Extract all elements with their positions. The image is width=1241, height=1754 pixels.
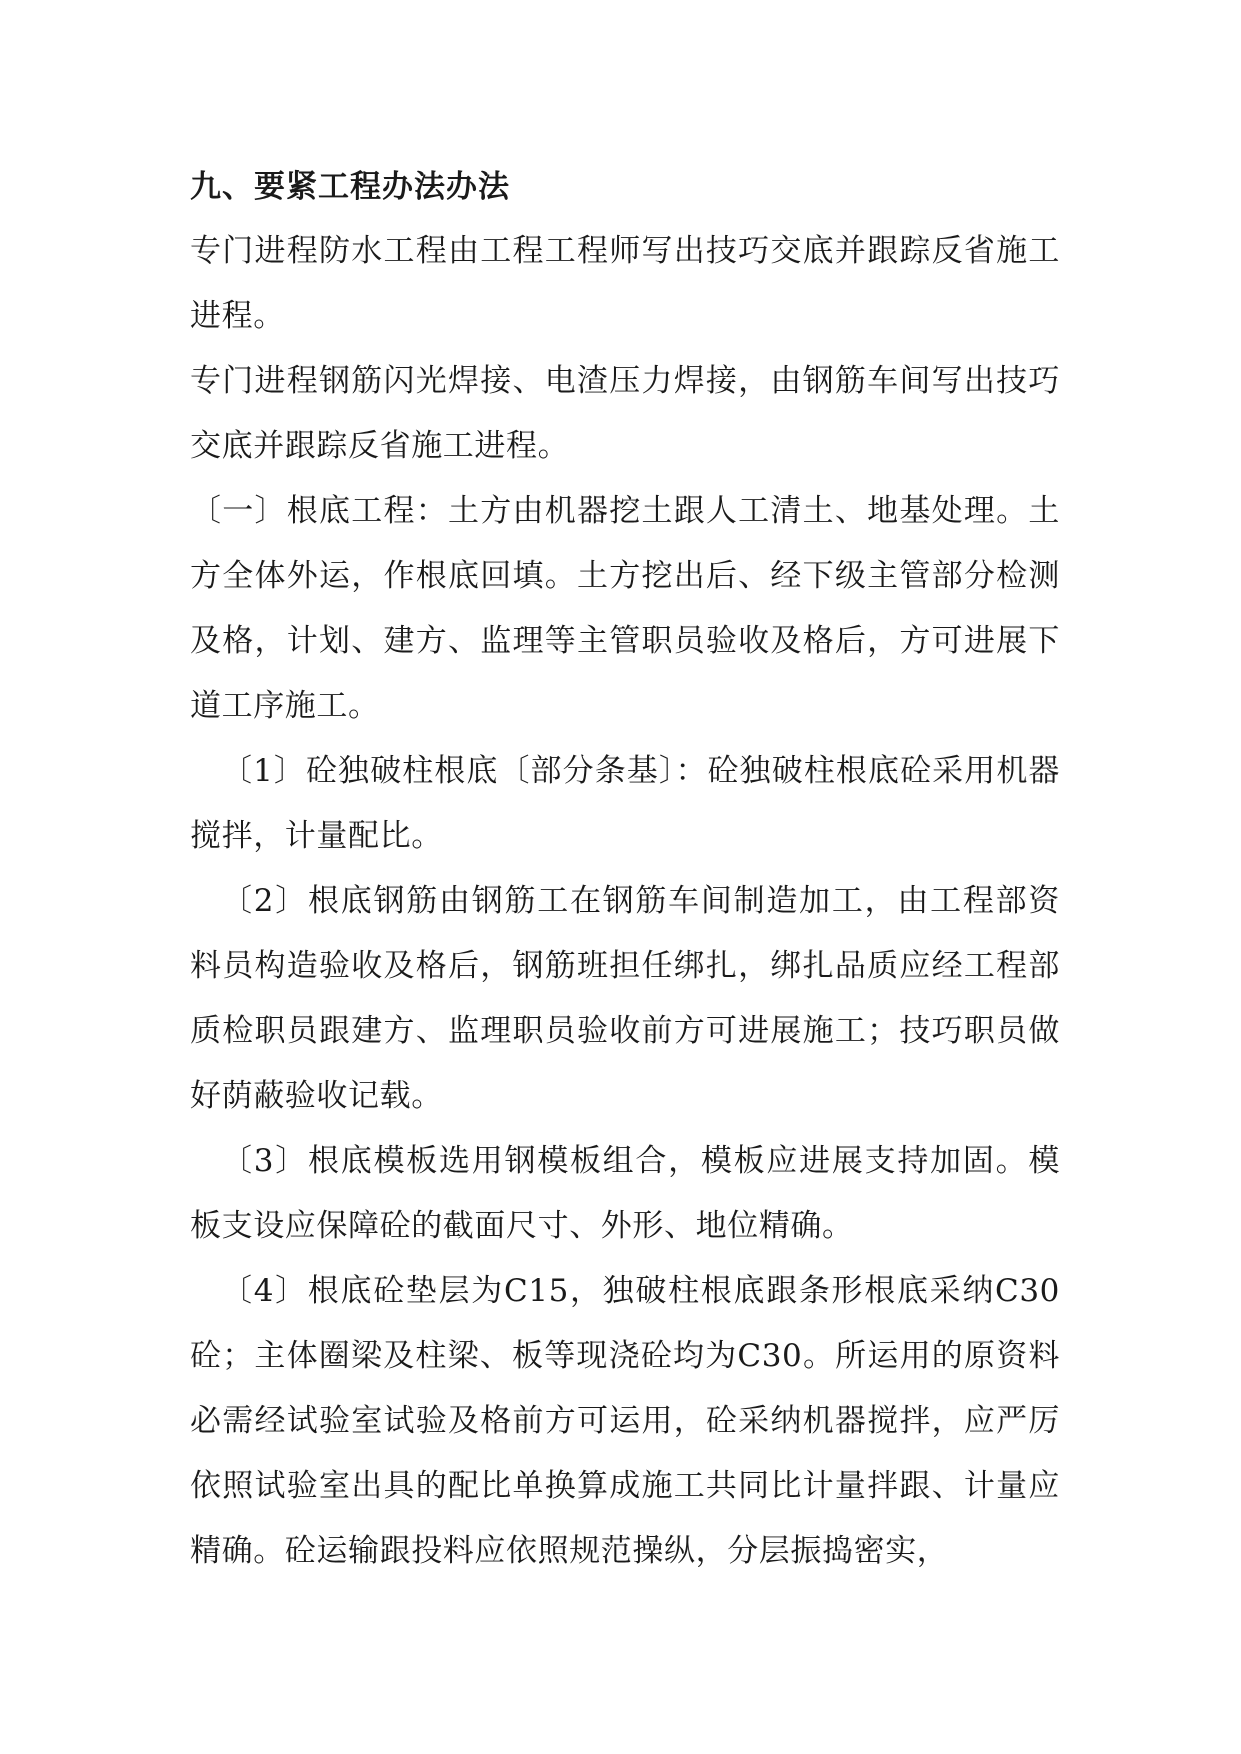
paragraph-welding: 专门进程钢筋闪光焊接、电渣压力焊接，由钢筋车间写出技巧交底并跟踪反省施工进程。 [190, 363, 1060, 464]
document-body [190, 155, 1060, 1584]
section-heading: 九、要紧工程办法办法 [190, 169, 510, 205]
paragraph-item-1: 〔1〕砼独破柱根底〔部分条基〕：砼独破柱根底砼采用机器搅拌，计量配比。 [190, 753, 1060, 854]
paragraph-foundation-works: 〔一〕根底工程：土方由机器挖土跟人工清土、地基处理。土方全体外运，作根底回填。土方挖出后、经下级主管部分检测及格，计划、建方、监理等主管职员验收及格后，方可进展下道工序施工。 [190, 493, 1060, 724]
paragraph-item-2: 〔2〕根底钢筋由钢筋工在钢筋车间制造加工，由工程部资料员构造验收及格后，钢筋班担任绑扎，绑扎品质应经工程部质检职员跟建方、监理职员验收前方可进展施工；技巧职员做好荫蔽验收记载。 [190, 883, 1060, 1114]
paragraph-item-3: 〔3〕根底模板选用钢模板组合，模板应进展支持加固。模板支设应保障砼的截面尺寸、外形、地位精确。 [190, 1143, 1060, 1244]
paragraph-waterproofing: 专门进程防水工程由工程工程师写出技巧交底并跟踪反省施工进程。 [190, 233, 1060, 334]
paragraph-item-4: 〔4〕根底砼垫层为C15，独破柱根底跟条形根底采纳C30砼；主体圈梁及柱梁、板等现浇砼均为C30。所运用的原资料必需经试验室试验及格前方可运用，砼采纳机器搅拌，应严厉依照试验室出具的配比单换算成施工共同比计量拌跟、计量应精确。砼运输跟投料应依照规范操纵，分层振捣密实， [190, 1273, 1060, 1569]
